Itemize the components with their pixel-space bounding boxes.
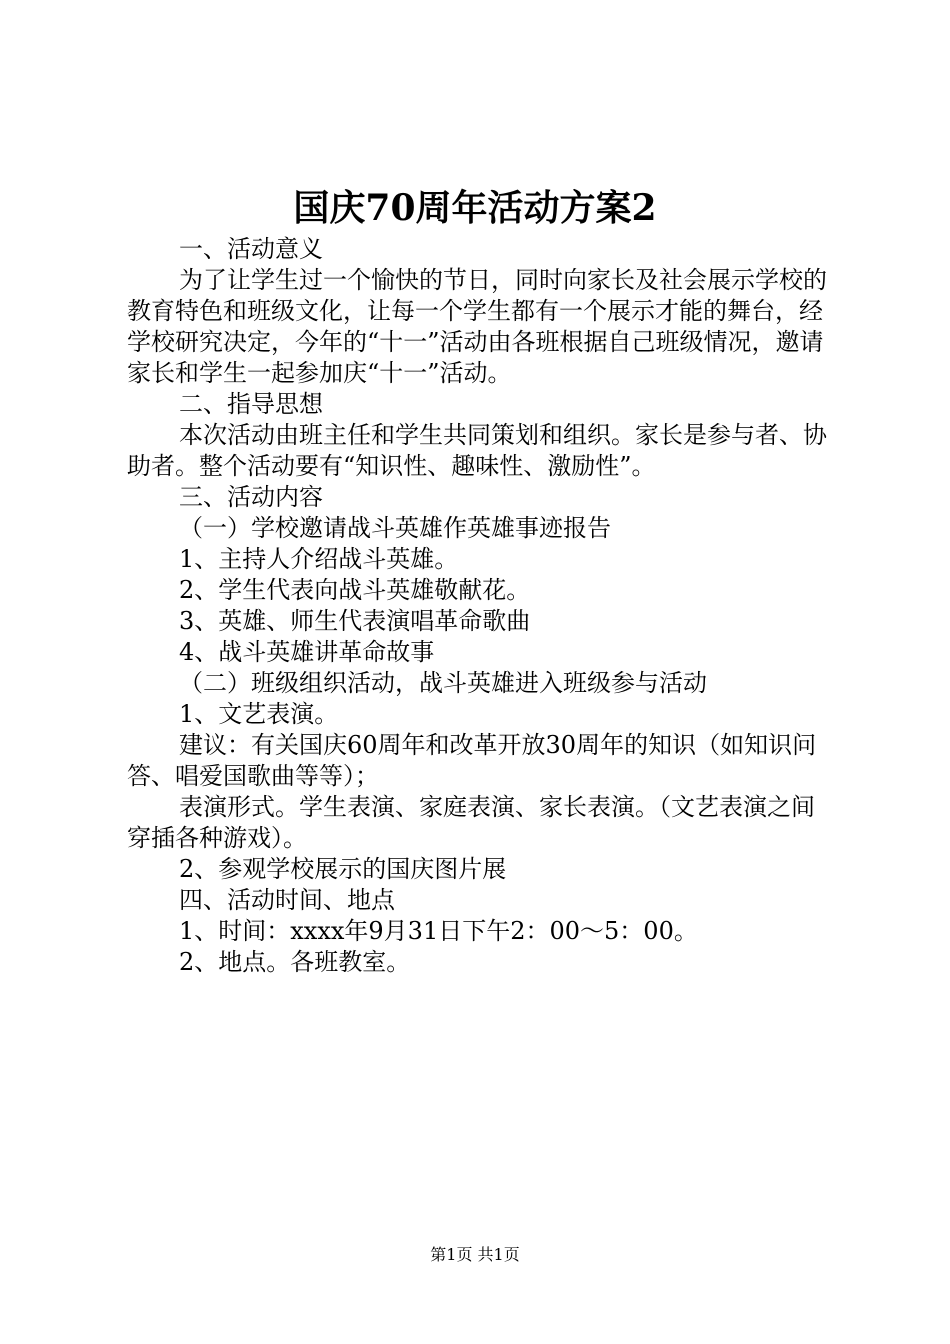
list-item: 4、战斗英雄讲革命故事 — [179, 638, 435, 666]
page-footer: 第1页 共1页 — [430, 1245, 520, 1264]
list-item: 1、主持人介绍战斗英雄。 — [179, 545, 459, 573]
section-heading: 四、活动时间、地点 — [179, 886, 395, 914]
subsection-heading: （二）班级组织活动，战斗英雄进入班级参与活动 — [179, 669, 707, 697]
paragraph: 为了让学生过一个愉快的节日，同时向家长及社会展示学校的教育特色和班级文化，让每一个学生都有一个展示才能的舞台，经学校研究决定，今年的“十一”活动由各班根据自己班级情况，邀请家长和学生一起参加庆“十一”活动。 — [127, 266, 827, 387]
document-body — [127, 234, 837, 978]
paragraph: 建议：有关国庆60周年和改革开放30周年的知识（如知识问答、唱爱国歌曲等等）； — [127, 731, 817, 790]
list-item: 2、学生代表向战斗英雄敬献花。 — [179, 576, 531, 604]
section-heading: 二、指导思想 — [179, 390, 323, 418]
paragraph: 本次活动由班主任和学生共同策划和组织。家长是参与者、协助者。整个活动要有“知识性、趣味性、激励性”。 — [127, 421, 827, 480]
list-item: 1、时间：xxxx年9月31日下午2：00～5：00。 — [179, 917, 698, 945]
list-item: 2、参观学校展示的国庆图片展 — [179, 855, 507, 883]
document-title: 国庆70周年活动方案2 — [293, 187, 657, 229]
subsection-heading: （一）学校邀请战斗英雄作英雄事迹报告 — [179, 514, 611, 542]
list-item: 2、地点。各班教室。 — [179, 948, 411, 976]
paragraph: 表演形式。学生表演、家庭表演、家长表演。（文艺表演之间穿插各种游戏）。 — [127, 793, 815, 852]
section-heading: 三、活动内容 — [179, 483, 323, 511]
list-item: 1、文艺表演。 — [179, 700, 339, 728]
section-heading: 一、活动意义 — [179, 235, 323, 263]
list-item: 3、英雄、师生代表演唱革命歌曲 — [179, 607, 531, 635]
